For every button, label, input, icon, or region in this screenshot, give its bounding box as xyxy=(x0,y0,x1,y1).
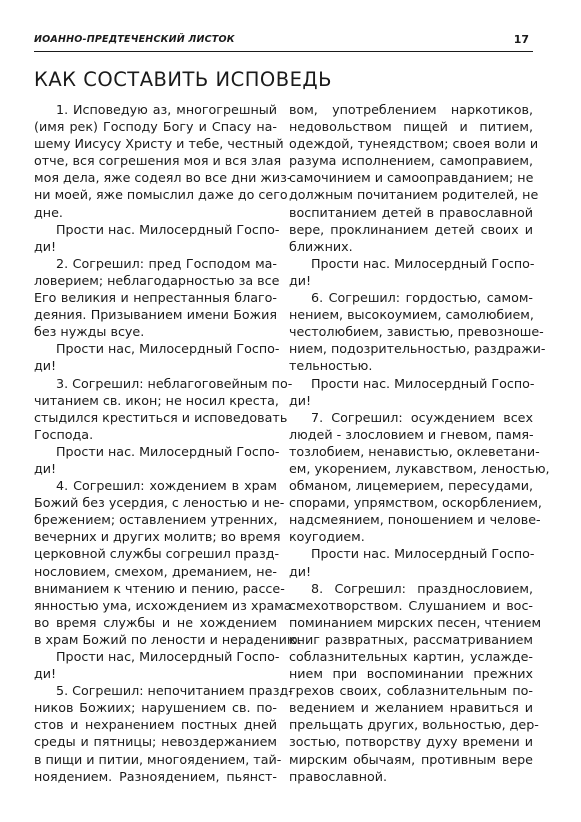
text-line: моя дела, яже содеял во все дни жиз- xyxy=(34,170,292,186)
text-line: ем, укорением, лукавством, леностью, xyxy=(289,460,550,476)
running-header-title: ИОАННО-ПРЕДТЕЧЕНСКИЙ ЛИСТОК xyxy=(34,34,235,45)
text-line: 3. Согрешил: неблагоговейным по- xyxy=(56,375,293,391)
text-line: прельщать других, вольностью, дер- xyxy=(289,717,539,733)
text-line: Прости нас. Милосердный Госпо- xyxy=(56,221,280,237)
text-line: 5. Согрешил: непочитанием празд- xyxy=(56,683,293,699)
text-line: стыдился креститься и исповедовать xyxy=(34,409,288,425)
text-line: без нужды всуе. xyxy=(34,324,145,340)
text-line: 2. Согрешил: пред Господом ма- xyxy=(56,255,277,271)
text-line: Прости нас. Милосердный Госпо- xyxy=(311,255,535,271)
text-line: ди! xyxy=(289,392,312,408)
text-line: Господа. xyxy=(34,426,94,442)
text-line: спорами, упрямством, оскорблением, xyxy=(289,495,542,511)
text-line: ди! xyxy=(34,358,57,374)
text-line: самочинием и самооправданием; не xyxy=(289,170,534,186)
text-line: Его великия и непрестанныя благо- xyxy=(34,290,277,306)
text-line: Божий без усердия, с леностью и не- xyxy=(34,495,285,511)
text-line: шему Иисусу Христу и тебе, честный xyxy=(34,136,284,152)
text-line: книг развратных, рассматриванием xyxy=(289,631,533,647)
text-line: нием при воспоминании прежних xyxy=(289,666,533,682)
text-line: одеждой, тунеядством; своея воли и xyxy=(289,136,539,152)
text-line: надсмеянием, поношением и челове- xyxy=(289,512,541,528)
text-line: вере, проклинанием детей своих и xyxy=(289,221,533,237)
text-line: ноядением. Разноядением, пьянст- xyxy=(34,768,277,784)
text-line: нословием, смехом, дреманием, не- xyxy=(34,563,277,579)
text-line: ловерием; неблагодарностью за все xyxy=(34,272,280,288)
text-line: обманом, лицемерием, пересудами, xyxy=(289,478,533,494)
text-line: ников Божиих; нарушением св. по- xyxy=(34,700,277,716)
text-line: ди! xyxy=(34,460,57,476)
text-line: поминанием мирских песен, чтением xyxy=(289,614,542,630)
text-line: людей - злословием и гневом, памя- xyxy=(289,426,534,442)
text-line: должным почитанием родителей, не xyxy=(289,187,539,203)
text-line: православной. xyxy=(289,768,388,784)
text-line: ди! xyxy=(34,666,57,682)
text-line: 1. Исповедую аз, многогрешный xyxy=(56,102,277,117)
text-line: Прости нас, Милосердный Госпо- xyxy=(56,649,280,664)
text-line: вом, употреблением наркотиков, xyxy=(289,102,533,117)
text-line: в храм Божий по лености и нерадению. xyxy=(34,631,302,647)
text-line: янностью ума, исхождением из храма xyxy=(34,597,292,613)
text-column-right xyxy=(289,101,550,785)
text-line: 6. Согрешил: гордостью, самом- xyxy=(311,290,533,306)
text-line: тозлобием, ненавистью, оклеветани- xyxy=(289,443,540,459)
text-line: соблазнительных картин, услажде- xyxy=(289,649,533,664)
text-line: деяния. Призыванием имени Божия xyxy=(34,307,277,323)
text-line: 4. Согрешил: хождением в храм xyxy=(56,478,277,494)
text-line: коугодием. xyxy=(289,529,365,545)
text-line: ди! xyxy=(289,563,312,579)
text-line: разума исполнением, самоправием, xyxy=(289,153,533,169)
text-line: брежением; оставлением утренних, xyxy=(34,512,278,528)
page-title: КАК СОСТАВИТЬ ИСПОВЕДЬ xyxy=(34,68,333,91)
text-line: смехотворством. Слушанием и вос- xyxy=(289,597,533,613)
text-line: отче, вся согрешения моя и вся злая xyxy=(34,153,282,169)
text-line: вечерних и других молитв; во время xyxy=(34,529,281,545)
text-line: вниманием к чтению и пению, рассе- xyxy=(34,580,285,596)
text-line: честолюбием, завистью, превозноше- xyxy=(289,324,544,340)
text-line: в пищи и питии, многоядением, тай- xyxy=(34,751,282,767)
text-line: тельностью. xyxy=(289,358,373,374)
text-line: во время службы и не хождением xyxy=(34,614,277,630)
text-line: ближних. xyxy=(289,238,353,254)
text-line: нением, высокоумием, самолюбием, xyxy=(289,307,534,323)
page-number: 17 xyxy=(513,33,529,46)
text-line: Прости нас, Милосердный Госпо- xyxy=(56,341,280,357)
text-line: мирским обычаям, противным вере xyxy=(289,751,533,767)
text-line: воспитанием детей в православной xyxy=(289,204,533,220)
text-line: ни моей, яже помыслил даже до сего xyxy=(34,187,288,203)
text-line: стов и нехранением постных дней xyxy=(34,717,277,733)
text-line: недовольством пищей и питием, xyxy=(289,119,533,135)
text-line: Прости нас. Милосердный Госпо- xyxy=(311,375,535,391)
running-header xyxy=(34,34,533,49)
text-line: ди! xyxy=(34,238,57,254)
text-line: церковной службы согрешил празд- xyxy=(34,546,280,562)
text-line: читанием св. икон; не носил креста, xyxy=(34,392,279,408)
text-line: грехов своих, соблазнительным по- xyxy=(289,683,533,699)
text-line: среды и пятницы; невоздержанием xyxy=(34,734,277,750)
text-line: ведением и желанием нравиться и xyxy=(289,700,533,716)
text-line: нием, подозрительностью, раздражи- xyxy=(289,341,546,357)
text-line: Прости нас. Милосердный Госпо- xyxy=(56,443,280,459)
text-line: 7. Согрешил: осуждением всех xyxy=(311,409,533,425)
text-line: Прости нас. Милосердный Госпо- xyxy=(311,546,535,562)
text-line: ди! xyxy=(289,272,312,288)
text-line: дне. xyxy=(34,204,63,220)
text-line: (имя рек) Господу Богу и Спасу на- xyxy=(34,119,277,135)
header-divider xyxy=(34,51,533,52)
text-line: зостью, потворству духу времени и xyxy=(289,734,533,750)
text-line: 8. Согрешил: празднословием, xyxy=(311,580,533,596)
text-column-left xyxy=(34,101,302,785)
